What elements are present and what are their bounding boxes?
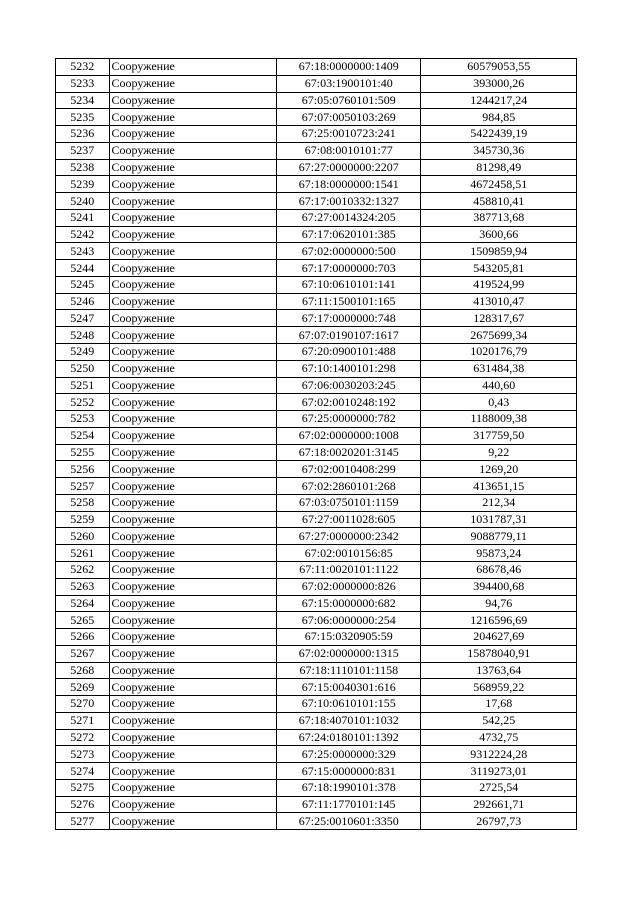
table-row: [56, 545, 577, 562]
cadastral-number-cell: 67:15:0040301:616: [277, 679, 421, 696]
cadastral-value-cell: 9088779,11: [421, 528, 577, 545]
row-number-cell: 5257: [56, 478, 110, 495]
cadastral-value-cell: 26797,73: [421, 813, 577, 830]
table-row: [56, 578, 577, 595]
object-type-cell: Сооружение: [109, 109, 277, 126]
row-number-cell: 5253: [56, 411, 110, 428]
table-row: [56, 209, 577, 226]
object-type-cell: Сооружение: [109, 629, 277, 646]
cadastral-value-cell: 458810,41: [421, 193, 577, 210]
cadastral-value-cell: 1244217,24: [421, 92, 577, 109]
cadastral-value-cell: 212,34: [421, 494, 577, 511]
row-number-cell: 5269: [56, 679, 110, 696]
row-number-cell: 5256: [56, 461, 110, 478]
cadastral-number-cell: 67:02:0000000:826: [277, 578, 421, 595]
object-type-cell: Сооружение: [109, 561, 277, 578]
row-number-cell: 5271: [56, 712, 110, 729]
object-type-cell: Сооружение: [109, 126, 277, 143]
object-type-cell: Сооружение: [109, 159, 277, 176]
cadastral-value-cell: 9,22: [421, 444, 577, 461]
table-row: [56, 59, 577, 76]
table-row: [56, 310, 577, 327]
object-type-cell: Сооружение: [109, 779, 277, 796]
table-row: [56, 260, 577, 277]
cadastral-number-cell: 67:03:0750101:1159: [277, 494, 421, 511]
cadastral-number-cell: 67:24:0180101:1392: [277, 729, 421, 746]
cadastral-number-cell: 67:15:0000000:682: [277, 595, 421, 612]
cadastral-number-cell: 67:18:4070101:1032: [277, 712, 421, 729]
table-row: [56, 679, 577, 696]
cadastral-number-cell: 67:02:0010248:192: [277, 394, 421, 411]
table-row: [56, 595, 577, 612]
row-number-cell: 5266: [56, 629, 110, 646]
object-type-cell: Сооружение: [109, 176, 277, 193]
row-number-cell: 5243: [56, 243, 110, 260]
table-row: [56, 75, 577, 92]
object-type-cell: Сооружение: [109, 75, 277, 92]
row-number-cell: 5261: [56, 545, 110, 562]
row-number-cell: 5270: [56, 696, 110, 713]
cadastral-number-cell: 67:27:0000000:2342: [277, 528, 421, 545]
row-number-cell: 5259: [56, 511, 110, 528]
table-row: [56, 612, 577, 629]
object-type-cell: Сооружение: [109, 478, 277, 495]
row-number-cell: 5238: [56, 159, 110, 176]
table-row: [56, 159, 577, 176]
cadastral-number-cell: 67:08:0010101:77: [277, 142, 421, 159]
table-row: [56, 344, 577, 361]
object-type-cell: Сооружение: [109, 427, 277, 444]
row-number-cell: 5274: [56, 763, 110, 780]
table-row: [56, 461, 577, 478]
table-row: [56, 511, 577, 528]
object-type-cell: Сооружение: [109, 344, 277, 361]
object-type-cell: Сооружение: [109, 595, 277, 612]
row-number-cell: 5265: [56, 612, 110, 629]
cadastral-value-cell: 9312224,28: [421, 746, 577, 763]
row-number-cell: 5234: [56, 92, 110, 109]
cadastral-number-cell: 67:02:0000000:1315: [277, 645, 421, 662]
table-row: [56, 109, 577, 126]
row-number-cell: 5272: [56, 729, 110, 746]
cadastral-number-cell: 67:25:0010601:3350: [277, 813, 421, 830]
table-row: [56, 729, 577, 746]
row-number-cell: 5268: [56, 662, 110, 679]
object-type-cell: Сооружение: [109, 662, 277, 679]
cadastral-value-cell: 568959,22: [421, 679, 577, 696]
table-row: [56, 377, 577, 394]
cadastral-value-cell: 95873,24: [421, 545, 577, 562]
cadastral-number-cell: 67:10:0610101:155: [277, 696, 421, 713]
object-type-cell: Сооружение: [109, 260, 277, 277]
table-row: [56, 528, 577, 545]
object-type-cell: Сооружение: [109, 746, 277, 763]
object-type-cell: Сооружение: [109, 796, 277, 813]
row-number-cell: 5254: [56, 427, 110, 444]
table-row: [56, 696, 577, 713]
table-row: [56, 494, 577, 511]
cadastral-value-cell: 394400,68: [421, 578, 577, 595]
cadastral-number-cell: 67:15:0320905:59: [277, 629, 421, 646]
table-row: [56, 142, 577, 159]
table-row: [56, 662, 577, 679]
cadastral-value-cell: 2675699,34: [421, 327, 577, 344]
cadastral-value-cell: 1020176,79: [421, 344, 577, 361]
object-type-cell: Сооружение: [109, 763, 277, 780]
cadastral-value-cell: 60579053,55: [421, 59, 577, 76]
table-row: [56, 276, 577, 293]
cadastral-number-cell: 67:11:1770101:145: [277, 796, 421, 813]
object-type-cell: Сооружение: [109, 327, 277, 344]
object-type-cell: Сооружение: [109, 59, 277, 76]
row-number-cell: 5277: [56, 813, 110, 830]
registry-table: [55, 58, 577, 830]
cadastral-number-cell: 67:27:0000000:2207: [277, 159, 421, 176]
cadastral-value-cell: 413651,15: [421, 478, 577, 495]
cadastral-value-cell: 419524,99: [421, 276, 577, 293]
cadastral-value-cell: 5422439,19: [421, 126, 577, 143]
row-number-cell: 5244: [56, 260, 110, 277]
cadastral-number-cell: 67:11:1500101:165: [277, 293, 421, 310]
table-row: [56, 411, 577, 428]
object-type-cell: Сооружение: [109, 193, 277, 210]
cadastral-number-cell: 67:20:0900101:488: [277, 344, 421, 361]
cadastral-value-cell: 4672458,51: [421, 176, 577, 193]
cadastral-number-cell: 67:06:0000000:254: [277, 612, 421, 629]
cadastral-number-cell: 67:03:1900101:40: [277, 75, 421, 92]
cadastral-value-cell: 345730,36: [421, 142, 577, 159]
object-type-cell: Сооружение: [109, 494, 277, 511]
object-type-cell: Сооружение: [109, 696, 277, 713]
cadastral-value-cell: 317759,50: [421, 427, 577, 444]
object-type-cell: Сооружение: [109, 226, 277, 243]
row-number-cell: 5246: [56, 293, 110, 310]
table-row: [56, 444, 577, 461]
cadastral-value-cell: 387713,68: [421, 209, 577, 226]
object-type-cell: Сооружение: [109, 444, 277, 461]
cadastral-value-cell: 17,68: [421, 696, 577, 713]
cadastral-value-cell: 128317,67: [421, 310, 577, 327]
cadastral-number-cell: 67:02:0000000:500: [277, 243, 421, 260]
cadastral-value-cell: 984,85: [421, 109, 577, 126]
object-type-cell: Сооружение: [109, 578, 277, 595]
object-type-cell: Сооружение: [109, 209, 277, 226]
table-row: [56, 796, 577, 813]
table-row: [56, 813, 577, 830]
cadastral-number-cell: 67:02:2860101:268: [277, 478, 421, 495]
row-number-cell: 5239: [56, 176, 110, 193]
cadastral-number-cell: 67:18:1990101:378: [277, 779, 421, 796]
registry-table-body: [56, 59, 577, 830]
table-row: [56, 779, 577, 796]
cadastral-number-cell: 67:25:0010723:241: [277, 126, 421, 143]
cadastral-value-cell: 15878040,91: [421, 645, 577, 662]
object-type-cell: Сооружение: [109, 612, 277, 629]
row-number-cell: 5258: [56, 494, 110, 511]
row-number-cell: 5247: [56, 310, 110, 327]
cadastral-number-cell: 67:18:0000000:1541: [277, 176, 421, 193]
object-type-cell: Сооружение: [109, 679, 277, 696]
cadastral-value-cell: 1269,20: [421, 461, 577, 478]
row-number-cell: 5250: [56, 360, 110, 377]
object-type-cell: Сооружение: [109, 813, 277, 830]
table-row: [56, 746, 577, 763]
table-row: [56, 478, 577, 495]
cadastral-value-cell: 543205,81: [421, 260, 577, 277]
cadastral-value-cell: 1188009,38: [421, 411, 577, 428]
cadastral-number-cell: 67:07:0050103:269: [277, 109, 421, 126]
table-row: [56, 243, 577, 260]
object-type-cell: Сооружение: [109, 545, 277, 562]
cadastral-value-cell: 542,25: [421, 712, 577, 729]
object-type-cell: Сооружение: [109, 276, 277, 293]
cadastral-value-cell: 631484,38: [421, 360, 577, 377]
cadastral-value-cell: 292661,71: [421, 796, 577, 813]
cadastral-number-cell: 67:05:0760101:509: [277, 92, 421, 109]
cadastral-value-cell: 94,76: [421, 595, 577, 612]
object-type-cell: Сооружение: [109, 293, 277, 310]
cadastral-number-cell: 67:27:0011028:605: [277, 511, 421, 528]
cadastral-number-cell: 67:17:0000000:703: [277, 260, 421, 277]
object-type-cell: Сооружение: [109, 411, 277, 428]
object-type-cell: Сооружение: [109, 92, 277, 109]
cadastral-value-cell: 204627,69: [421, 629, 577, 646]
object-type-cell: Сооружение: [109, 243, 277, 260]
cadastral-number-cell: 67:25:0000000:782: [277, 411, 421, 428]
object-type-cell: Сооружение: [109, 377, 277, 394]
cadastral-value-cell: 3600,66: [421, 226, 577, 243]
row-number-cell: 5262: [56, 561, 110, 578]
row-number-cell: 5240: [56, 193, 110, 210]
cadastral-number-cell: 67:10:0610101:141: [277, 276, 421, 293]
row-number-cell: 5267: [56, 645, 110, 662]
object-type-cell: Сооружение: [109, 645, 277, 662]
cadastral-number-cell: 67:18:1110101:1158: [277, 662, 421, 679]
table-row: [56, 763, 577, 780]
object-type-cell: Сооружение: [109, 461, 277, 478]
cadastral-value-cell: 81298,49: [421, 159, 577, 176]
table-row: [56, 394, 577, 411]
table-row: [56, 629, 577, 646]
row-number-cell: 5237: [56, 142, 110, 159]
row-number-cell: 5251: [56, 377, 110, 394]
object-type-cell: Сооружение: [109, 394, 277, 411]
object-type-cell: Сооружение: [109, 511, 277, 528]
cadastral-value-cell: 1216596,69: [421, 612, 577, 629]
row-number-cell: 5245: [56, 276, 110, 293]
object-type-cell: Сооружение: [109, 729, 277, 746]
row-number-cell: 5252: [56, 394, 110, 411]
row-number-cell: 5249: [56, 344, 110, 361]
cadastral-value-cell: 2725,54: [421, 779, 577, 796]
table-row: [56, 126, 577, 143]
row-number-cell: 5242: [56, 226, 110, 243]
cadastral-number-cell: 67:10:1400101:298: [277, 360, 421, 377]
cadastral-number-cell: 67:02:0000000:1008: [277, 427, 421, 444]
object-type-cell: Сооружение: [109, 360, 277, 377]
row-number-cell: 5248: [56, 327, 110, 344]
cadastral-number-cell: 67:27:0014324:205: [277, 209, 421, 226]
table-row: [56, 293, 577, 310]
object-type-cell: Сооружение: [109, 142, 277, 159]
cadastral-number-cell: 67:02:0010156:85: [277, 545, 421, 562]
cadastral-number-cell: 67:17:0000000:748: [277, 310, 421, 327]
cadastral-value-cell: 440,60: [421, 377, 577, 394]
cadastral-value-cell: 1509859,94: [421, 243, 577, 260]
row-number-cell: 5232: [56, 59, 110, 76]
row-number-cell: 5273: [56, 746, 110, 763]
row-number-cell: 5275: [56, 779, 110, 796]
row-number-cell: 5263: [56, 578, 110, 595]
object-type-cell: Сооружение: [109, 528, 277, 545]
cadastral-value-cell: 68678,46: [421, 561, 577, 578]
cadastral-value-cell: 4732,75: [421, 729, 577, 746]
object-type-cell: Сооружение: [109, 712, 277, 729]
row-number-cell: 5235: [56, 109, 110, 126]
cadastral-value-cell: 413010,47: [421, 293, 577, 310]
row-number-cell: 5241: [56, 209, 110, 226]
table-row: [56, 712, 577, 729]
cadastral-value-cell: 13763,64: [421, 662, 577, 679]
row-number-cell: 5264: [56, 595, 110, 612]
table-row: [56, 645, 577, 662]
row-number-cell: 5260: [56, 528, 110, 545]
object-type-cell: Сооружение: [109, 310, 277, 327]
cadastral-number-cell: 67:15:0000000:831: [277, 763, 421, 780]
cadastral-value-cell: 0,43: [421, 394, 577, 411]
cadastral-number-cell: 67:06:0030203:245: [277, 377, 421, 394]
table-row: [56, 226, 577, 243]
cadastral-number-cell: 67:11:0020101:1122: [277, 561, 421, 578]
cadastral-value-cell: 1031787,31: [421, 511, 577, 528]
cadastral-value-cell: 393000,26: [421, 75, 577, 92]
cadastral-number-cell: 67:18:0000000:1409: [277, 59, 421, 76]
cadastral-number-cell: 67:17:0620101:385: [277, 226, 421, 243]
table-row: [56, 92, 577, 109]
cadastral-number-cell: 67:07:0190107:1617: [277, 327, 421, 344]
row-number-cell: 5255: [56, 444, 110, 461]
row-number-cell: 5276: [56, 796, 110, 813]
table-row: [56, 193, 577, 210]
row-number-cell: 5233: [56, 75, 110, 92]
row-number-cell: 5236: [56, 126, 110, 143]
cadastral-number-cell: 67:02:0010408:299: [277, 461, 421, 478]
table-row: [56, 327, 577, 344]
cadastral-number-cell: 67:18:0020201:3145: [277, 444, 421, 461]
table-row: [56, 360, 577, 377]
cadastral-number-cell: 67:17:0010332:1327: [277, 193, 421, 210]
table-row: [56, 427, 577, 444]
table-row: [56, 176, 577, 193]
table-row: [56, 561, 577, 578]
cadastral-value-cell: 3119273,01: [421, 763, 577, 780]
cadastral-number-cell: 67:25:0000000:329: [277, 746, 421, 763]
